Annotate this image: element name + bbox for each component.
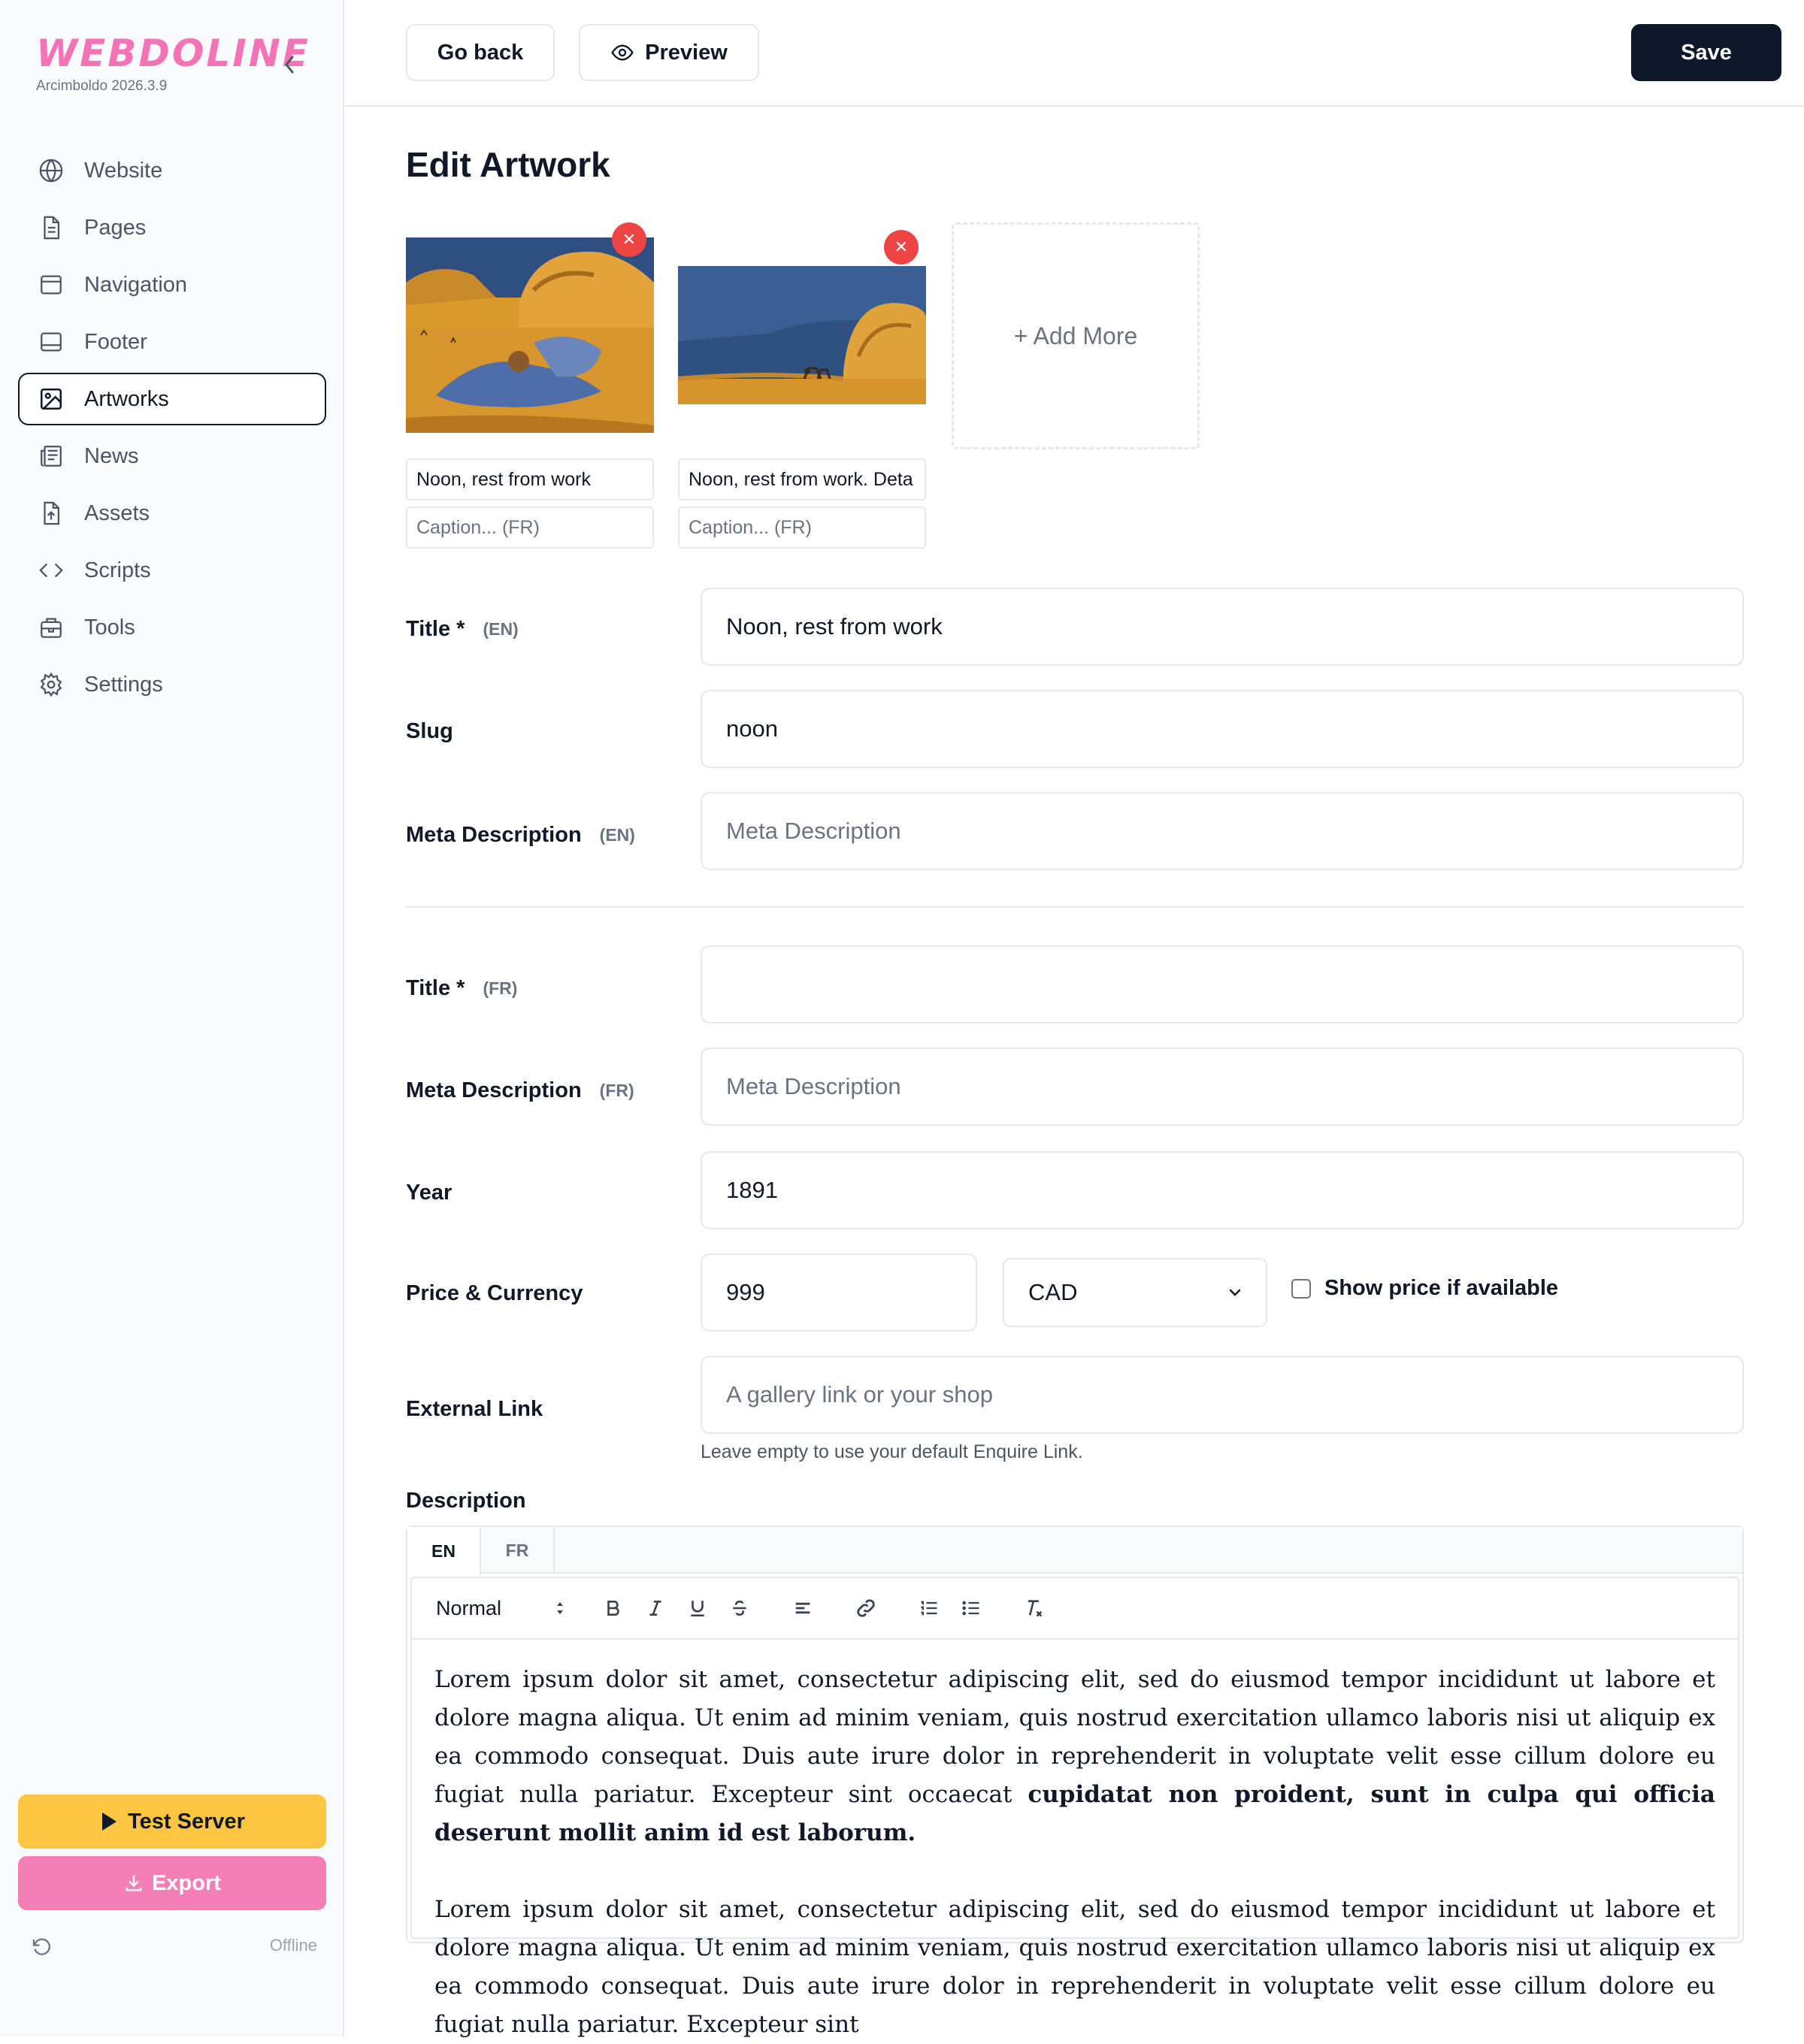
logo-text: WEBDOLINE bbox=[36, 32, 310, 75]
artwork-thumbnail[interactable] bbox=[406, 237, 654, 433]
paragraph-text: Lorem ipsum dolor sit amet, consectetur adipiscing elit, sed do eiusmod tempor incididunt ut labore et dolore magna aliqua. Ut enim ad minim veniam, quis nostrud exercitation ullamco laboris nisi ut aliquip ex ea commodo consequat. Duis aute irure dolor in reprehenderit in voluptate velit esse cillum dolore eu fugiat nulla pariatur. Excepteur sint occaecat bbox=[434, 1666, 1715, 1808]
lang-tag: (FR) bbox=[599, 1080, 634, 1100]
currency-select[interactable] bbox=[1003, 1258, 1267, 1327]
sidebar-item-scripts[interactable] bbox=[18, 544, 326, 597]
description-editor bbox=[406, 1525, 1744, 2038]
preview-button[interactable] bbox=[579, 24, 759, 81]
sidebar-item-label: Scripts bbox=[84, 558, 151, 582]
chevron-down-icon bbox=[1228, 1288, 1242, 1297]
underline-button[interactable] bbox=[676, 1589, 719, 1627]
file-upload-icon bbox=[38, 500, 65, 527]
tab-fr[interactable]: FR bbox=[481, 1527, 555, 1574]
bullet-list-button[interactable] bbox=[950, 1589, 992, 1627]
editor-toolbar bbox=[412, 1578, 1738, 1640]
underline-icon bbox=[688, 1598, 707, 1619]
field-label-text: Price & Currency bbox=[406, 1281, 583, 1305]
go-back-label: Go back bbox=[437, 40, 524, 65]
lang-tag: (FR) bbox=[483, 978, 518, 998]
sidebar-item-label: Navigation bbox=[84, 272, 188, 297]
save-label: Save bbox=[1681, 40, 1732, 65]
field-label-text: External Link bbox=[406, 1396, 543, 1421]
meta-description-fr-label bbox=[406, 1073, 634, 1108]
price-currency-label bbox=[406, 1276, 583, 1311]
ordered-list-icon bbox=[918, 1598, 940, 1619]
lang-tag: (EN) bbox=[599, 824, 635, 845]
paragraph: Lorem ipsum dolor sit amet, consectetur adipiscing elit, sed do eiusmod tempor incididunt ut labore et dolore magna aliqua. Ut enim ad minim veniam, quis nostrud exercitation ullamco laboris nisi ut aliquip ex ea commodo consequat. Duis aute irure dolor in reprehenderit in voluptate velit esse cillum dolore eu fugiat nulla pariatur. Excepteur sint bbox=[434, 1896, 1715, 2038]
sidebar-item-label: Assets bbox=[84, 500, 150, 525]
field-label-text: Meta Description bbox=[406, 1078, 582, 1102]
caption-fr-input[interactable]: Caption... (FR) bbox=[406, 506, 654, 549]
tools-icon bbox=[38, 614, 65, 641]
bold-icon bbox=[604, 1598, 623, 1619]
currency-value: CAD bbox=[1028, 1279, 1078, 1305]
sidebar-item-footer[interactable] bbox=[18, 316, 326, 368]
tab-en[interactable]: EN bbox=[407, 1527, 481, 1575]
logo[interactable] bbox=[36, 32, 310, 75]
sidebar-nav bbox=[18, 144, 326, 715]
artwork-thumbnail[interactable] bbox=[678, 266, 926, 404]
sidebar-item-label: News bbox=[84, 443, 139, 468]
add-more-images-button[interactable] bbox=[952, 222, 1200, 449]
test-server-label: Test Server bbox=[128, 1809, 245, 1834]
clear-format-button[interactable] bbox=[1013, 1589, 1055, 1627]
year-label bbox=[406, 1175, 452, 1210]
sidebar-item-label: Tools bbox=[84, 615, 135, 640]
bold-text: cupidatat non proident, sunt in culpa qui officia deserunt mollit anim id est laborum. bbox=[434, 1781, 1715, 1846]
ordered-list-button[interactable] bbox=[908, 1589, 950, 1627]
collapse-sidebar-icon[interactable] bbox=[278, 50, 301, 80]
caption-en-input[interactable]: Noon, rest from work. Deta bbox=[678, 458, 926, 500]
link-icon bbox=[855, 1597, 877, 1619]
format-select[interactable] bbox=[436, 1597, 565, 1620]
section-divider bbox=[406, 906, 1744, 908]
sidebar-item-label: Artworks bbox=[84, 386, 169, 411]
gear-icon bbox=[38, 671, 65, 698]
external-link-hint: Leave empty to use your default Enquire Link. bbox=[701, 1441, 1083, 1462]
image-icon bbox=[38, 386, 65, 413]
save-button[interactable] bbox=[1631, 24, 1781, 81]
bold-button[interactable] bbox=[592, 1589, 634, 1627]
sidebar-item-label: Pages bbox=[84, 215, 147, 240]
show-price-checkbox[interactable] bbox=[1291, 1279, 1311, 1299]
download-icon bbox=[123, 1873, 144, 1894]
export-label: Export bbox=[152, 1870, 221, 1895]
show-price-toggle[interactable] bbox=[1291, 1276, 1558, 1301]
top-toolbar bbox=[346, 0, 1804, 107]
artwork-image-card bbox=[406, 222, 654, 433]
title-en-input[interactable]: Noon, rest from work bbox=[701, 588, 1744, 666]
export-button[interactable] bbox=[18, 1856, 326, 1910]
paragraph bbox=[434, 1661, 1715, 1852]
artwork-image-card bbox=[678, 222, 926, 433]
footer-icon bbox=[38, 328, 65, 355]
strikethrough-button[interactable] bbox=[719, 1589, 761, 1627]
field-label-text: Title * bbox=[406, 616, 465, 641]
language-tabs bbox=[407, 1527, 1742, 1574]
field-label-text: Description bbox=[406, 1488, 526, 1513]
show-price-label: Show price if available bbox=[1324, 1276, 1559, 1300]
sidebar-item-label: Settings bbox=[84, 672, 163, 697]
field-label-text: Title * bbox=[406, 975, 465, 1000]
remove-image-button[interactable] bbox=[884, 230, 919, 265]
align-button[interactable] bbox=[782, 1589, 824, 1627]
refresh-icon[interactable] bbox=[30, 1936, 54, 1960]
test-server-button[interactable] bbox=[18, 1795, 326, 1849]
sidebar-item-website[interactable] bbox=[18, 144, 326, 197]
sidebar-item-label: Footer bbox=[84, 329, 147, 354]
connection-status: Offline bbox=[269, 1936, 317, 1955]
title-en-label bbox=[406, 612, 519, 646]
add-more-label: + Add More bbox=[1013, 322, 1138, 349]
external-link-input[interactable]: A gallery link or your shop bbox=[701, 1356, 1744, 1434]
format-value: Normal bbox=[436, 1596, 502, 1619]
sidebar bbox=[0, 0, 344, 2036]
lang-tag: (EN) bbox=[483, 618, 519, 639]
slug-label bbox=[406, 714, 453, 748]
go-back-button[interactable] bbox=[406, 24, 555, 81]
field-label-text: Meta Description bbox=[406, 822, 582, 847]
sidebar-item-label: Website bbox=[84, 158, 163, 183]
field-label-text: Year bbox=[406, 1180, 453, 1205]
price-input[interactable]: 999 bbox=[701, 1253, 977, 1332]
eye-icon bbox=[610, 41, 634, 65]
editor-content[interactable] bbox=[412, 1640, 1738, 2044]
field-label-text: Slug bbox=[406, 718, 453, 743]
title-fr-label bbox=[406, 971, 517, 1005]
align-left-icon bbox=[792, 1598, 813, 1619]
sort-icon bbox=[555, 1600, 565, 1616]
rich-text-editor bbox=[410, 1577, 1739, 2038]
close-icon: ✕ bbox=[622, 230, 637, 249]
strikethrough-icon bbox=[730, 1598, 749, 1619]
app-version: Arcimboldo 2026.3.9 bbox=[36, 78, 168, 94]
page-title: Edit Artwork bbox=[406, 145, 610, 184]
caption-en-input[interactable]: Noon, rest from work bbox=[406, 458, 654, 500]
globe-icon bbox=[38, 157, 65, 184]
document-icon bbox=[38, 214, 65, 241]
clear-format-icon bbox=[1023, 1598, 1046, 1619]
meta-description-en-label bbox=[406, 818, 635, 852]
sidebar-item-artworks[interactable] bbox=[18, 373, 326, 425]
sidebar-item-news[interactable] bbox=[18, 430, 326, 482]
meta-description-fr-input[interactable]: Meta Description bbox=[701, 1048, 1744, 1126]
link-button[interactable] bbox=[845, 1589, 887, 1627]
newspaper-icon bbox=[38, 443, 65, 470]
slug-input[interactable]: noon bbox=[701, 690, 1744, 768]
sidebar-item-tools[interactable] bbox=[18, 601, 326, 654]
description-label bbox=[406, 1483, 526, 1518]
meta-description-en-input[interactable]: Meta Description bbox=[701, 792, 1744, 870]
caption-fr-input[interactable]: Caption... (FR) bbox=[678, 506, 926, 549]
title-fr-input[interactable] bbox=[701, 945, 1744, 1024]
layout-icon bbox=[38, 271, 65, 298]
italic-icon bbox=[646, 1598, 665, 1619]
sidebar-item-pages[interactable] bbox=[18, 201, 326, 254]
sidebar-item-navigation[interactable] bbox=[18, 259, 326, 311]
sidebar-item-assets[interactable] bbox=[18, 487, 326, 540]
close-icon: ✕ bbox=[894, 237, 909, 256]
preview-label: Preview bbox=[645, 40, 728, 65]
italic-button[interactable] bbox=[634, 1589, 676, 1627]
external-link-label bbox=[406, 1392, 543, 1426]
year-input[interactable]: 1891 bbox=[701, 1151, 1744, 1229]
play-icon bbox=[99, 1811, 119, 1832]
remove-image-button[interactable] bbox=[612, 222, 646, 257]
sidebar-item-settings[interactable] bbox=[18, 658, 326, 711]
bullet-list-icon bbox=[960, 1598, 982, 1619]
code-icon bbox=[38, 557, 65, 584]
